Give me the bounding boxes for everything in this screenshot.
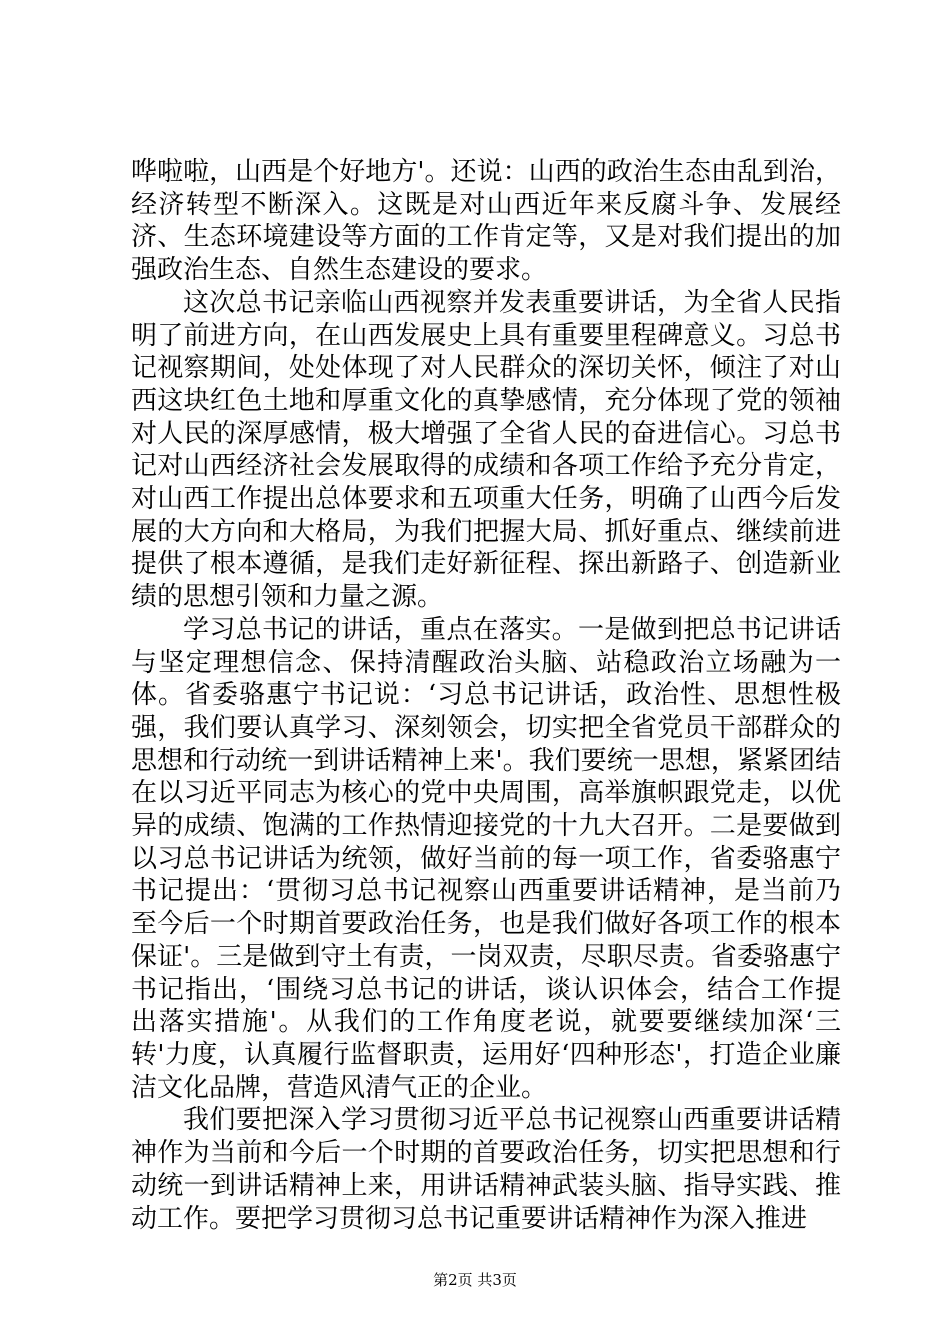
- paragraph-1: 哗啦啦，山西是个好地方'。还说：山西的政治生态由乱到治，经济转型不断深入。这既是对山西近年来反腐斗争、发展经济、生态环境建设等方面的工作肯定等，又是对我们提出的加强政治生态、自然生态建设的要求。: [131, 157, 841, 286]
- paragraph-2: 这次总书记亲临山西视察并发表重要讲话，为全省人民指明了前进方向，在山西发展史上具有重要里程碑意义。习总书记视察期间，处处体现了对人民群众的深切关怀，倾注了对山西这块红色土地和厚重文化的真挚感情，充分体现了党的领袖对人民的深厚感情，极大增强了全省人民的奋进信心。习总书记对山西经济社会发展取得的成绩和各项工作给予充分肯定，对山西工作提出总体要求和五项重大任务，明确了山西今后发展的大方向和大格局，为我们把握大局、抓好重点、继续前进提供了根本遵循，是我们走好新征程、探出新路子、创造新业绩的思想引领和力量之源。: [131, 287, 841, 613]
- page-number-footer: 第2页 共3页: [433, 1271, 517, 1289]
- paragraph-4: 我们要把深入学习贯彻习近平总书记视察山西重要讲话精神作为当前和今后一个时期的首要政治任务，切实把思想和行动统一到讲话精神上来，用讲话精神武装头脑、指导实践、推动工作。要把学习贯彻习总书记重要讲话精神作为深入推进: [131, 1105, 841, 1234]
- document-body: [131, 156, 841, 1235]
- paragraph-3: 学习总书记的讲话，重点在落实。一是做到把总书记讲话与坚定理想信念、保持清醒政治头脑、站稳政治立场融为一体。省委骆惠宁书记说：‘习总书记讲话，政治性、思想性极强，我们要认真学习、深刻领会，切实把全省党员干部群众的思想和行动统一到讲话精神上来'。我们要统一思想，紧紧团结在以习近平同志为核心的党中央周围，高举旗帜跟党走，以优异的成绩、饱满的工作热情迎接党的十九大召开。二是要做到以习总书记讲话为统领，做好当前的每一项工作，省委骆惠宁书记提出：‘贯彻习总书记视察山西重要讲话精神，是当前乃至今后一个时期首要政治任务，也是我们做好各项工作的根本保证'。三是做到守土有责，一岗双责，尽职尽责。省委骆惠宁书记指出，‘围绕习总书记的讲话，谈认识体会，结合工作提出落实措施'。从我们的工作角度老说，就要要继续加深‘三转'力度，认真履行监督职责，运用好‘四种形态'，打造企业廉洁文化品牌，营造风清气正的企业。: [131, 614, 841, 1103]
